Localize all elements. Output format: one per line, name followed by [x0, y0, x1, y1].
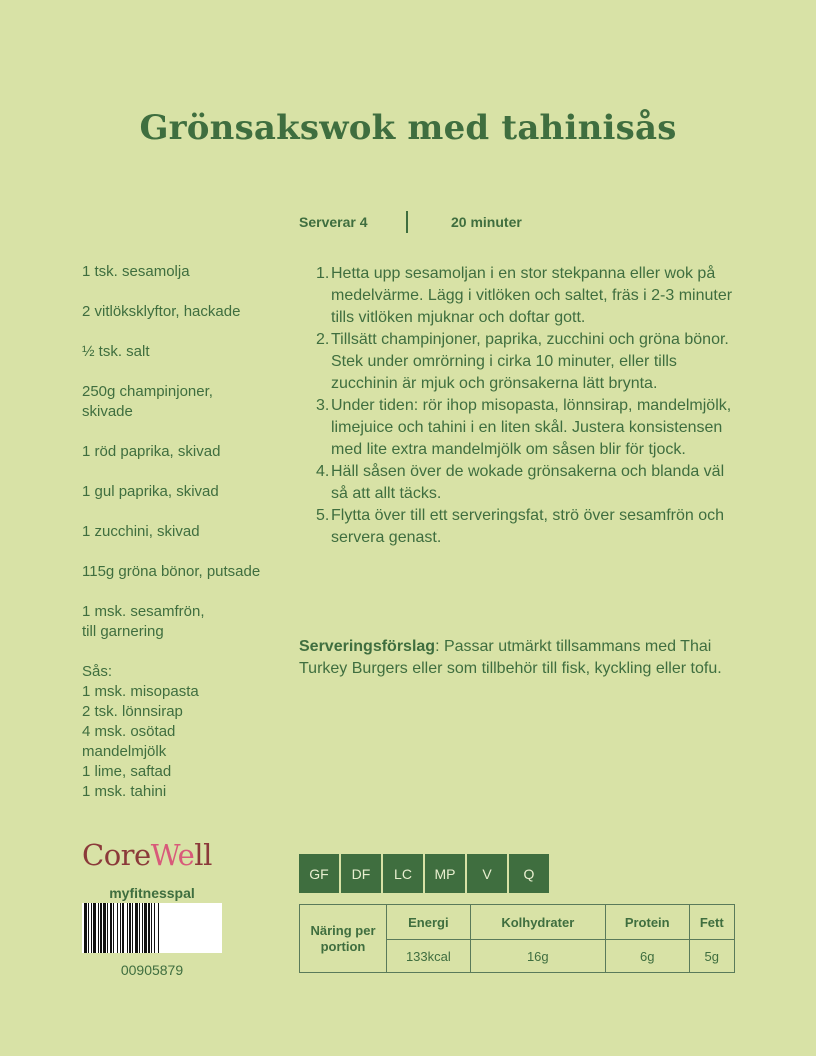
diet-tag: GF [299, 854, 339, 893]
diet-tag: Q [509, 854, 549, 893]
diet-tags [299, 854, 549, 893]
sauce-heading: Sås: [82, 663, 113, 680]
nutrition-value: 133kcal [387, 940, 471, 973]
corewell-logo: CoreWell [82, 838, 212, 872]
sauce-item: 1 lime, saftad [82, 763, 172, 780]
step-text: Under tiden: rör ihop misopasta, lönnsirap, mandelmjölk, limejuice och tahini i en liten skål. Justera konsistensen med lite extra mandelmjölk om såsen blir för tjock. [331, 397, 732, 458]
step-text: Tillsätt champinjoner, paprika, zucchini och gröna bönor. Stek under omrörning i cirka 10 minuter, eller tills zucchinin är mjuk och grönsakerna lätt brynta. [331, 331, 729, 392]
diet-tag: MP [425, 854, 465, 893]
ingredient-item: 1 gul paprika, skivad [82, 483, 219, 500]
ingredient-item: 1 tsk. sesamolja [82, 263, 190, 280]
step-text: Flytta över till ett serveringsfat, strö över sesamfrön och servera genast. [331, 507, 725, 546]
serving-tip [299, 636, 739, 680]
ingredient-item: 115g gröna bönor, putsade [82, 563, 261, 580]
nutrition-header: Fett [689, 905, 734, 940]
servings: Serverar 4 [299, 214, 368, 230]
nutrition-value: 5g [689, 940, 734, 973]
diet-tag: DF [341, 854, 381, 893]
nutrition-value: 6g [605, 940, 689, 973]
nutrition-header: Kolhydrater [470, 905, 605, 940]
ingredient-item: 2 vitlöksklyftor, hackade [82, 303, 241, 320]
step-item: 3. Under tiden: rör ihop misopasta, lönnsirap, mandelmjölk, limejuice och tahini i en liten skål. Justera konsistensen med lite extra mandelmjölk om såsen blir för tjock. [316, 397, 732, 458]
step-item: 1. Hetta upp sesamoljan i en stor stekpanna eller wok på medelvärme. Lägg i vitlöken och saltet, fräs i 2-3 minuter tills vitlöken mjuknar och doftar gott. [316, 265, 733, 326]
sauce-item: 1 msk. tahini [82, 783, 167, 800]
ingredient-item: 1 röd paprika, skivad [82, 443, 221, 460]
ingredient-item: 1 msk. sesamfrön, till garnering [82, 603, 205, 640]
nutrition-header: Protein [605, 905, 689, 940]
sauce-block [82, 662, 287, 802]
meta-divider [406, 211, 408, 233]
myfitnesspal-label: myfitnesspal [109, 885, 195, 901]
nutrition-value: 16g [470, 940, 605, 973]
ingredient-item: 1 zucchini, skivad [82, 523, 200, 540]
step-item: 2. Tillsätt champinjoner, paprika, zucchini och gröna bönor. Stek under omrörning i cirka 10 minuter, eller tills zucchinin är mjuk och grönsakerna lätt brynta. [316, 331, 729, 392]
sauce-item: 4 msk. osötad mandelmjölk [82, 723, 176, 760]
nutrition-table [299, 904, 735, 973]
nutrition-header: Energi [387, 905, 471, 940]
ingredient-item: ½ tsk. salt [82, 343, 150, 360]
step-item: 5. Flytta över till ett serveringsfat, strö över sesamfrön och servera genast. [316, 507, 725, 546]
diet-tag: V [467, 854, 507, 893]
sauce-item: 2 tsk. lönnsirap [82, 703, 183, 720]
recipe-title: Grönsakswok med tahinisås [139, 108, 677, 148]
serving-tip-label: Serveringsförslag [299, 638, 436, 655]
sauce-item: 1 msk. misopasta [82, 683, 199, 700]
barcode-number: 00905879 [120, 962, 184, 978]
step-text: Hetta upp sesamoljan i en stor stekpanna eller wok på medelvärme. Lägg i vitlöken och saltet, fräs i 2-3 minuter tills vitlöken mjuknar och doftar gott. [331, 265, 733, 326]
ingredient-list [82, 262, 287, 802]
barcode-icon [82, 903, 222, 953]
ingredient-item: 250g champinjoner, skivade [82, 383, 213, 420]
step-text: Häll såsen över de wokade grönsakerna och blanda väl så att allt täcks. [331, 463, 725, 502]
instruction-steps [299, 263, 739, 549]
serving-tip-text: : Passar utmärkt tillsammans med Thai Turkey Burgers eller som tillbehör till fisk, kyckling eller tofu. [299, 638, 722, 677]
cook-time: 20 minuter [451, 214, 522, 230]
step-item: 4. Häll såsen över de wokade grönsakerna och blanda väl så att allt täcks. [316, 463, 725, 502]
diet-tag: LC [383, 854, 423, 893]
nutrition-row-label: Näring per portion [300, 905, 387, 973]
